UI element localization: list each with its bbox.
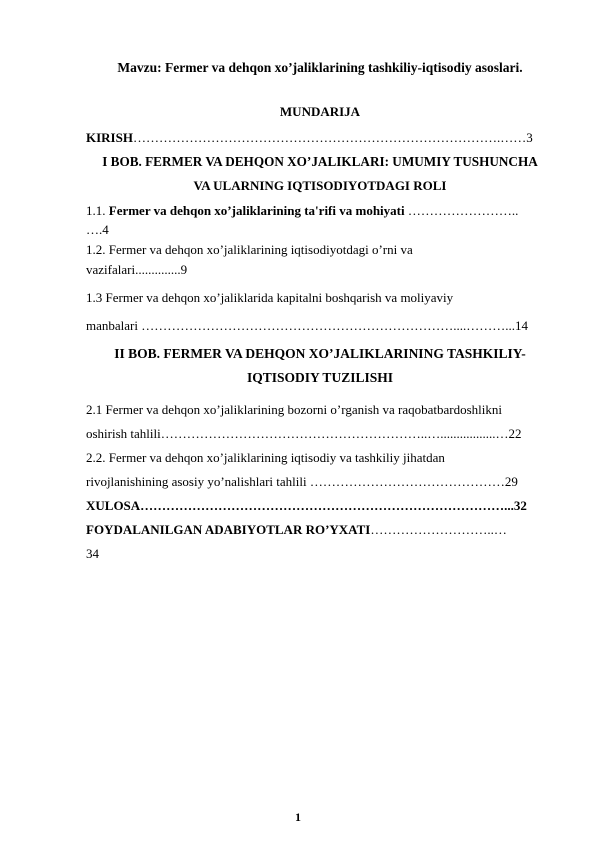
toc-chapter-2-line-2: IQTISODIY TUZILISHI (247, 370, 393, 385)
toc-entry-1-2-line-2[interactable]: vazifalari..............9 (86, 262, 188, 277)
document-title: Mavzu: Fermer va dehqon xo’jaliklarining tashkiliy-iqtisodiy asoslari. (117, 60, 523, 75)
toc-entry-label: KIRISH (86, 130, 133, 145)
page-number: 1 (295, 810, 301, 824)
toc-entry-foydalanilgan[interactable] (86, 522, 554, 538)
toc-entry-1-1[interactable] (86, 203, 554, 219)
toc-entry-label: FOYDALANILGAN ADABIYOTLAR RO’YXATI (86, 522, 371, 537)
toc-entry-leader: ………………………..… (370, 522, 507, 537)
section-title: Fermer va dehqon xo’jaliklarining ta'rifi va mohiyati (108, 203, 405, 218)
toc-entry-1-1-page: ….4 (86, 222, 109, 237)
toc-entry-2-2-line-2[interactable]: rivojlanishining asosiy yo’nalishlari tahlili ………………………………………29 (86, 474, 518, 489)
toc-entry-2-1-line-2[interactable]: oshirish tahlili……………………………………………………..….................…22 (86, 426, 522, 441)
chapter-prefix: I BOB (102, 154, 139, 169)
toc-entry-xulosa[interactable]: XULOSA…………………………………………………………………………...32 (86, 498, 527, 513)
toc-heading: MUNDARIJA (279, 104, 361, 119)
toc-entry-1-2-line-1[interactable]: 1.2. Fermer va dehqon xo’jaliklarining iqtisodiyotdagi o’rni va (86, 242, 413, 257)
toc-entry-1-3-line-1[interactable]: 1.3 Fermer va dehqon xo’jaliklarida kapitalni boshqarish va moliyaviy (86, 290, 454, 305)
toc-entry-2-2-line-1[interactable]: 2.2. Fermer va dehqon xo’jaliklarining iqtisodiy va tashkiliy jihatdan (86, 450, 445, 465)
toc-chapter-1-line-1[interactable] (86, 154, 554, 170)
toc-entry-leader: ………………………………………………………………………….……3 (132, 130, 533, 145)
toc-entry-foydalanilgan-page: 34 (86, 546, 99, 561)
toc-chapter-2-line-1[interactable]: II BOB. FERMER VA DEHQON XO’JALIKLARINING TASHKILIY- (114, 346, 526, 361)
toc-entry-1-3-line-2[interactable]: manbalari ………………………………………………………………....………...14 (86, 318, 528, 333)
section-number: 1.1. (86, 203, 109, 218)
toc-entry-leader: …………………….. (404, 203, 519, 218)
toc-entry-kirish[interactable] (86, 130, 554, 146)
toc-chapter-1-line-2: VA ULARNING IQTISODIYOTDAGI ROLI (193, 178, 447, 193)
toc-entry-2-1-line-1[interactable]: 2.1 Fermer va dehqon xo’jaliklarining bozorni o’rganish va raqobatbardoshlikni (86, 402, 503, 417)
chapter-title: . FERMER VA DEHQON XO’JALIKLARI: UMUMIY TUSHUNCHA (138, 154, 538, 169)
